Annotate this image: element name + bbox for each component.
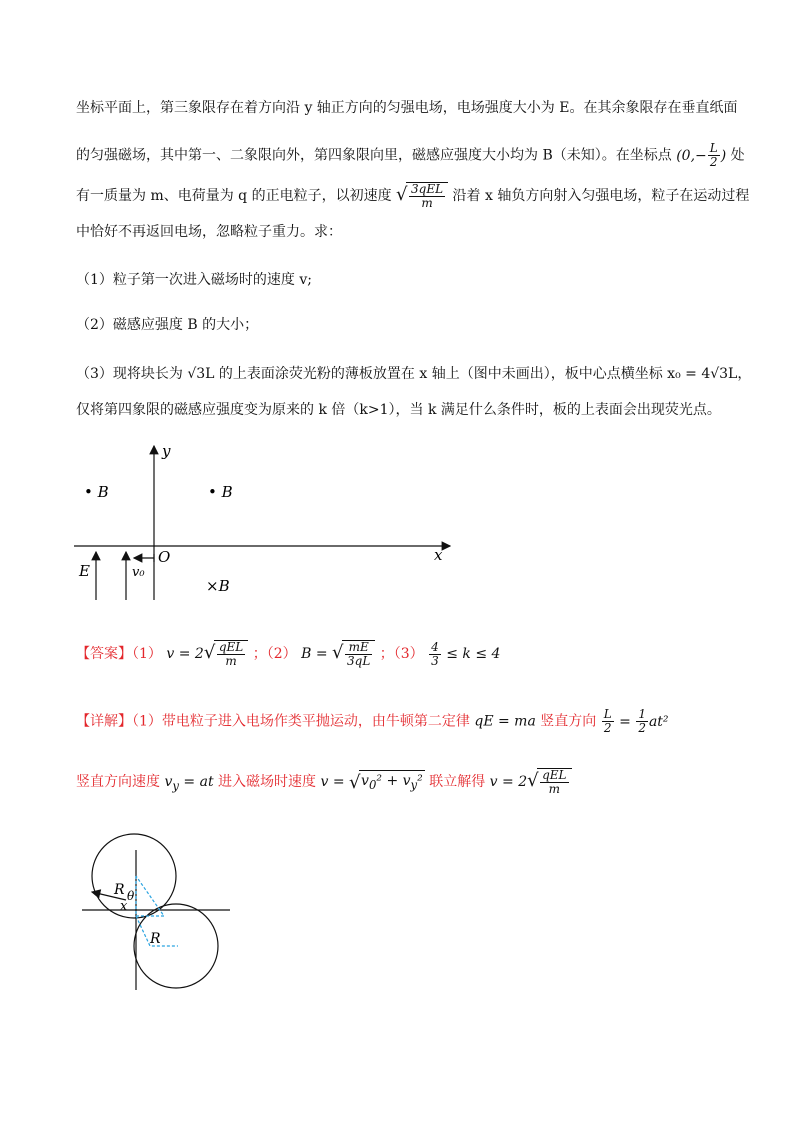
problem-line-2b: 处 xyxy=(730,147,745,164)
b-field-out-left: • B xyxy=(84,483,109,501)
field-diagram xyxy=(70,440,460,610)
origin-label: O xyxy=(158,548,171,566)
vertical-velocity-equation: $v_y$ = at xyxy=(164,774,214,793)
problem-line-3a: 有一质量为 m、电荷量为 q 的正电粒子，以初速度 xyxy=(76,188,392,204)
answer-p1: （1） xyxy=(132,646,162,662)
x-axis-label: x xyxy=(434,546,443,564)
answer-1-formula: v = 2 √ $\frac{\text{qEL}}{m}$ xyxy=(166,646,248,662)
lower-radius-label: R xyxy=(150,931,161,947)
entry-speed-equation: v = √ $v_0^2 + v_y^2$ xyxy=(320,771,423,793)
e-field-label: E xyxy=(79,562,90,580)
answer-p2: ；（2） xyxy=(252,646,297,662)
initial-speed-formula: √ $\frac{\text{3qEL}}{m}$ xyxy=(396,182,448,210)
answer-line xyxy=(76,640,500,668)
answer-2-formula: B = √ $\frac{mE}{3qL}$ xyxy=(301,646,375,662)
detail-line-2 xyxy=(76,768,572,796)
theta-label: θ xyxy=(127,889,135,903)
question-3a: （3）现将块长为 √3L 的上表面涂荧光粉的薄板放置在 x 轴上（图中未画出），板中心点横坐标 x₀ = 4√3L， xyxy=(76,366,752,382)
trajectory-diagram xyxy=(78,830,248,1000)
answer-3-formula: $\frac{4}{3}$ ≤ k ≤ 4 xyxy=(431,639,501,668)
answer-tag: 【答案】 xyxy=(76,646,132,662)
problem-line-4: 中恰好不再返回电场，忽略粒子重力。求： xyxy=(76,224,342,240)
question-1: （1）粒子第一次进入磁场时的速度 v; xyxy=(76,272,312,288)
problem-line-3b: 沿着 x 轴负方向射入匀强电场，粒子在运动过程 xyxy=(452,188,750,204)
speed-result-equation: v = 2 √ $\frac{\text{qEL}}{m}$ xyxy=(490,774,572,790)
problem-line-2a: 的匀强磁场，其中第一、二象限向外，第四象限向里，磁感应强度大小均为 B（未知）。在坐标点 xyxy=(76,147,672,164)
newton-equation: qE = ma xyxy=(474,713,536,730)
upper-radius-label: R xyxy=(114,882,125,898)
detail-line-1 xyxy=(76,708,669,735)
detail-l2a: 竖直方向速度 xyxy=(76,774,160,790)
problem-line-3 xyxy=(76,182,749,210)
answer-p3: ；（3） xyxy=(379,646,424,662)
detail-l1b: 竖直方向 xyxy=(540,713,597,730)
detail-l2c: 联立解得 xyxy=(429,774,486,790)
question-2: （2）磁感应强度 B 的大小； xyxy=(76,317,259,333)
detail-l1a: （1）带电粒子进入电场作类平抛运动，由牛顿第二定律 xyxy=(132,713,470,730)
vertical-displacement-equation: $\frac{L}{2}$ = $\frac{1}{2}$ at² xyxy=(603,707,669,735)
y-axis-label: y xyxy=(162,442,171,460)
b-field-in: ×B xyxy=(206,577,230,595)
problem-line-2 xyxy=(76,142,745,169)
detail-l2b: 进入磁场时速度 xyxy=(218,774,317,790)
start-point: (0,− $\frac{L}{2}$ ) xyxy=(676,141,727,169)
detail-tag: 【详解】 xyxy=(76,713,132,730)
question-3b: 仅将第四象限的磁感应强度变为原来的 k 倍（k>1），当 k 满足什么条件时，板的上表面会出现荧光点。 xyxy=(76,402,721,418)
diagram2-x-label: x xyxy=(120,899,128,914)
b-field-out-right: • B xyxy=(208,483,233,501)
problem-line-1: 坐标平面上，第三象限存在着方向沿 y 轴正方向的匀强电场，电场强度大小为 E。在其余象限存在垂直纸面 xyxy=(76,100,738,116)
v0-label: v₀ xyxy=(132,565,145,580)
